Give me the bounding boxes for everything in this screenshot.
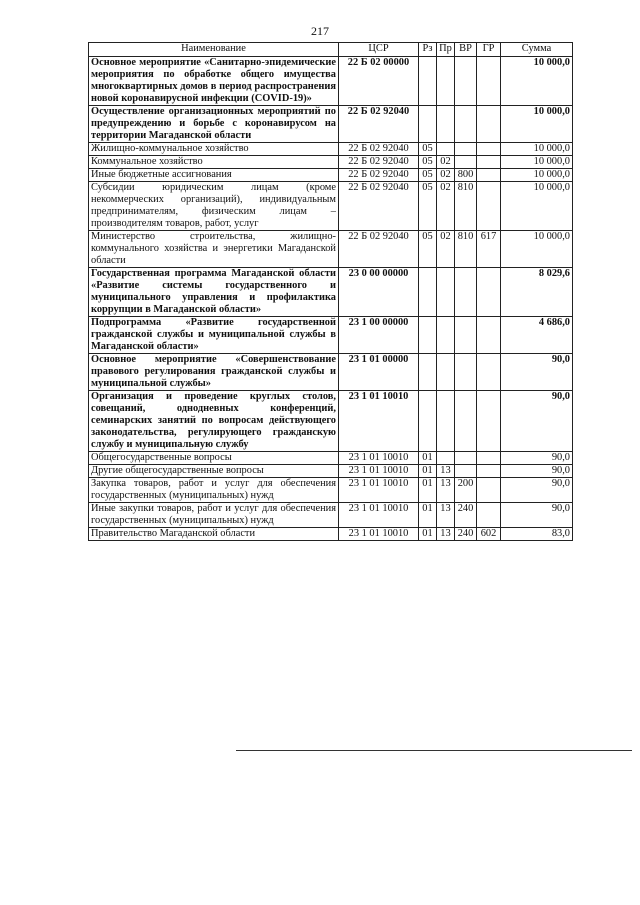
cell-rz: 01 xyxy=(419,452,437,465)
header-gr: ГР xyxy=(477,43,501,57)
cell-csr: 22 Б 02 00000 xyxy=(339,57,419,106)
cell-rz: 05 xyxy=(419,156,437,169)
cell-gr xyxy=(477,106,501,143)
cell-gr xyxy=(477,503,501,528)
cell-name: Государственная программа Магаданской области «Развитие системы государственного и муниципального управления и профилактика коррупции в Магаданской области» xyxy=(89,268,339,317)
cell-pr: 13 xyxy=(437,478,455,503)
cell-name: Закупка товаров, работ и услуг для обеспечения государственных (муниципальных) нужд xyxy=(89,478,339,503)
cell-csr: 22 Б 02 92040 xyxy=(339,143,419,156)
header-name: Наименование xyxy=(89,43,339,57)
cell-vr: 810 xyxy=(455,182,477,231)
page-number: 217 xyxy=(311,24,329,38)
cell-gr xyxy=(477,169,501,182)
cell-rz: 05 xyxy=(419,143,437,156)
table-row xyxy=(89,57,573,106)
cell-gr xyxy=(477,478,501,503)
cell-sum: 90,0 xyxy=(501,354,573,391)
cell-csr: 23 1 01 10010 xyxy=(339,391,419,452)
table-row xyxy=(89,231,573,268)
cell-gr xyxy=(477,156,501,169)
cell-vr xyxy=(455,106,477,143)
header-pr: Пр xyxy=(437,43,455,57)
cell-csr: 22 Б 02 92040 xyxy=(339,156,419,169)
cell-pr: 13 xyxy=(437,503,455,528)
cell-rz xyxy=(419,106,437,143)
cell-name: Основное мероприятие «Санитарно-эпидемические мероприятия по обработке общего имущества многоквартирных домов в период распространения новой коронавирусной инфекции (COVID-19)» xyxy=(89,57,339,106)
cell-pr xyxy=(437,143,455,156)
table-row xyxy=(89,465,573,478)
cell-sum: 10 000,0 xyxy=(501,156,573,169)
cell-name: Другие общегосударственные вопросы xyxy=(89,465,339,478)
cell-rz: 01 xyxy=(419,478,437,503)
cell-gr: 617 xyxy=(477,231,501,268)
cell-csr: 23 1 01 10010 xyxy=(339,478,419,503)
cell-vr xyxy=(455,391,477,452)
cell-rz: 01 xyxy=(419,528,437,541)
cell-vr: 200 xyxy=(455,478,477,503)
cell-rz: 01 xyxy=(419,465,437,478)
cell-vr xyxy=(455,268,477,317)
footer-rule xyxy=(236,750,632,751)
table-row xyxy=(89,169,573,182)
cell-gr xyxy=(477,354,501,391)
cell-sum: 10 000,0 xyxy=(501,143,573,156)
table-row xyxy=(89,478,573,503)
cell-csr: 23 1 01 00000 xyxy=(339,354,419,391)
cell-rz: 05 xyxy=(419,182,437,231)
cell-gr xyxy=(477,182,501,231)
header-vr: ВР xyxy=(455,43,477,57)
table-row xyxy=(89,268,573,317)
table-row xyxy=(89,182,573,231)
cell-vr: 240 xyxy=(455,503,477,528)
cell-sum: 10 000,0 xyxy=(501,182,573,231)
header-csr: ЦСР xyxy=(339,43,419,57)
table-row xyxy=(89,156,573,169)
cell-sum: 90,0 xyxy=(501,503,573,528)
cell-csr: 23 0 00 00000 xyxy=(339,268,419,317)
cell-csr: 22 Б 02 92040 xyxy=(339,231,419,268)
cell-csr: 23 1 00 00000 xyxy=(339,317,419,354)
cell-gr xyxy=(477,57,501,106)
cell-name: Жилищно-коммунальное хозяйство xyxy=(89,143,339,156)
cell-pr: 02 xyxy=(437,169,455,182)
cell-rz xyxy=(419,57,437,106)
cell-name: Коммунальное хозяйство xyxy=(89,156,339,169)
cell-vr xyxy=(455,452,477,465)
cell-vr xyxy=(455,156,477,169)
cell-vr xyxy=(455,317,477,354)
cell-name: Подпрограмма «Развитие государственной гражданской службы и муниципальной службы в Магаданской области» xyxy=(89,317,339,354)
cell-vr xyxy=(455,57,477,106)
cell-pr xyxy=(437,57,455,106)
budget-table xyxy=(88,42,573,541)
header-sum: Сумма xyxy=(501,43,573,57)
cell-pr: 13 xyxy=(437,528,455,541)
cell-pr: 13 xyxy=(437,465,455,478)
cell-rz xyxy=(419,391,437,452)
cell-pr xyxy=(437,354,455,391)
cell-rz xyxy=(419,268,437,317)
cell-pr xyxy=(437,317,455,354)
cell-sum: 90,0 xyxy=(501,391,573,452)
cell-sum: 10 000,0 xyxy=(501,169,573,182)
header-rz: Рз xyxy=(419,43,437,57)
cell-name: Организация и проведение круглых столов, совещаний, однодневных конференций, семинарских занятий по вопросам действующего законодательства, регулирующего гражданскую службу и муниципальную службу xyxy=(89,391,339,452)
cell-name: Правительство Магаданской области xyxy=(89,528,339,541)
cell-csr: 22 Б 02 92040 xyxy=(339,182,419,231)
cell-pr xyxy=(437,391,455,452)
cell-gr xyxy=(477,465,501,478)
cell-csr: 23 1 01 10010 xyxy=(339,503,419,528)
cell-sum: 90,0 xyxy=(501,478,573,503)
cell-sum: 10 000,0 xyxy=(501,231,573,268)
cell-pr xyxy=(437,452,455,465)
cell-gr xyxy=(477,317,501,354)
table-header xyxy=(89,43,573,57)
cell-csr: 23 1 01 10010 xyxy=(339,465,419,478)
cell-sum: 90,0 xyxy=(501,465,573,478)
table-body xyxy=(89,57,573,541)
cell-rz xyxy=(419,354,437,391)
cell-sum: 10 000,0 xyxy=(501,57,573,106)
cell-vr: 800 xyxy=(455,169,477,182)
cell-vr xyxy=(455,354,477,391)
table-row xyxy=(89,528,573,541)
cell-pr: 02 xyxy=(437,182,455,231)
cell-vr: 810 xyxy=(455,231,477,268)
cell-sum: 10 000,0 xyxy=(501,106,573,143)
cell-rz: 05 xyxy=(419,231,437,268)
cell-name: Субсидии юридическим лицам (кроме некоммерческих организаций), индивидуальным предпринимателям, физическим лицам – производителям товаров, работ, услуг xyxy=(89,182,339,231)
cell-vr: 240 xyxy=(455,528,477,541)
cell-vr xyxy=(455,143,477,156)
cell-rz: 01 xyxy=(419,503,437,528)
cell-name: Общегосударственные вопросы xyxy=(89,452,339,465)
cell-rz: 05 xyxy=(419,169,437,182)
cell-pr: 02 xyxy=(437,231,455,268)
cell-csr: 23 1 01 10010 xyxy=(339,528,419,541)
cell-rz xyxy=(419,317,437,354)
table-row xyxy=(89,354,573,391)
table-row xyxy=(89,503,573,528)
table-row xyxy=(89,391,573,452)
cell-sum: 8 029,6 xyxy=(501,268,573,317)
cell-csr: 23 1 01 10010 xyxy=(339,452,419,465)
cell-gr: 602 xyxy=(477,528,501,541)
cell-pr: 02 xyxy=(437,156,455,169)
table-row xyxy=(89,106,573,143)
cell-sum: 83,0 xyxy=(501,528,573,541)
cell-gr xyxy=(477,268,501,317)
cell-gr xyxy=(477,391,501,452)
cell-name: Основное мероприятие «Совершенствование правового регулирования гражданской службы и муниципальной службы» xyxy=(89,354,339,391)
cell-pr xyxy=(437,106,455,143)
cell-name: Иные бюджетные ассигнования xyxy=(89,169,339,182)
cell-name: Иные закупки товаров, работ и услуг для обеспечения государственных (муниципальных) нужд xyxy=(89,503,339,528)
cell-sum: 4 686,0 xyxy=(501,317,573,354)
table-row xyxy=(89,452,573,465)
cell-gr xyxy=(477,143,501,156)
table-row xyxy=(89,143,573,156)
cell-vr xyxy=(455,465,477,478)
cell-csr: 22 Б 02 92040 xyxy=(339,106,419,143)
cell-name: Министерство строительства, жилищно-коммунального хозяйства и энергетики Магаданской области xyxy=(89,231,339,268)
cell-sum: 90,0 xyxy=(501,452,573,465)
cell-csr: 22 Б 02 92040 xyxy=(339,169,419,182)
cell-gr xyxy=(477,452,501,465)
cell-pr xyxy=(437,268,455,317)
cell-name: Осуществление организационных мероприятий по предупреждению и борьбе с коронавирусом на территории Магаданской области xyxy=(89,106,339,143)
table-row xyxy=(89,317,573,354)
